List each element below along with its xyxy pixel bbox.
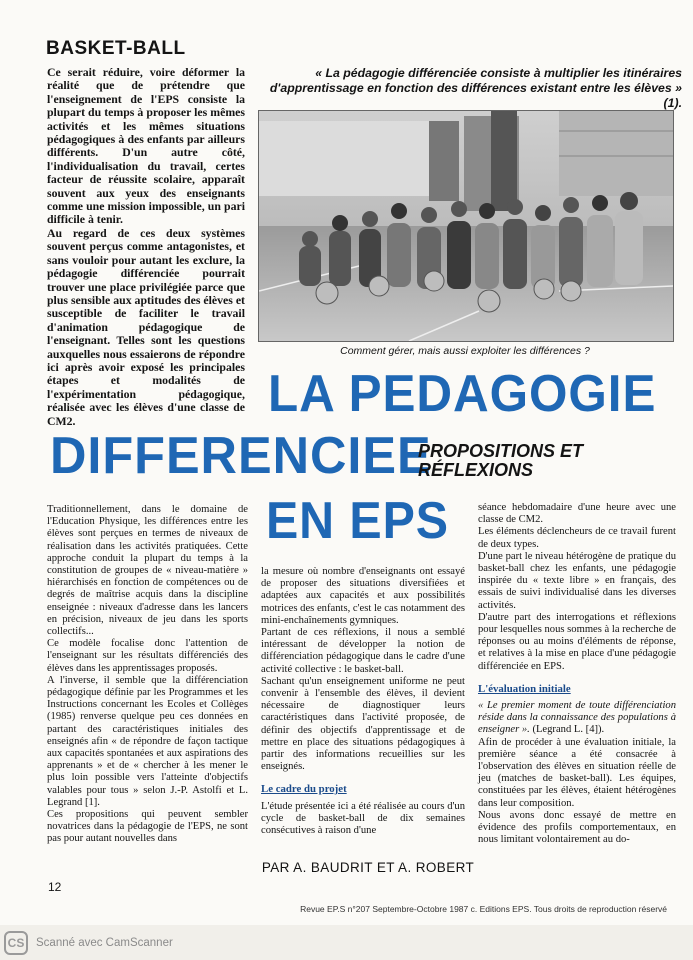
section-heading-evaluation: L'évaluation initiale: [478, 682, 571, 695]
intro-paragraph: Ce serait réduire, voire déformer la réalité que de prétendre que l'enseignement de l'EPS consiste la plupart du temps à proposer les mêmes activités et les mêmes situations pédagogiques à des enfants par ailleurs différents. D'un autre côté, l'individualisation du travail, certes facteur de réussite scolaire, apparaît souvent aux yeux des enseignants comme une mission impossible, un pari difficile à tenir.: [47, 65, 245, 227]
body-paragraph: D'autre part des interrogations et réflexions pour lesquelles nous sommes à la recherche de réponses ou au moins d'éléments de réponse, et relatives à la mise en place d'une pédagogie différenciée en EPS.: [478, 611, 676, 672]
body-paragraph: A l'inverse, il semble que la différenciation pédagogique définie par les Programmes et les Instructions concernant les Ecoles et Collèges (1985) renverse quelque peu ces données en partant des caractéristiques initiales des enseignés afin « de répondre de façon tactique aux capacités spontanées et aux aspirations des apprenants » et de « chercher à les mener le plus loin possible vers l'atteinte d'objectifs valables pour tous » selon J.-P. Astolfi et L. Legrand [1].: [47, 674, 248, 808]
citation-quote: « Le premier moment de toute différenciation réside dans la connaissance des populations à enseigner ».: [478, 700, 676, 736]
body-paragraph: Ces propositions qui peuvent sembler novatrices dans la pédagogie de l'EPS, ne sont pas pour autant nouvelles dans: [47, 809, 248, 845]
body-paragraph: la mesure où nombre d'enseignants ont essayé de proposer des situations diversifiées et adaptées aux capacités et aux possibilités motrices des enfants, c'est le cas notamment des mini-enchaînements gymniques.: [261, 566, 465, 626]
scanner-watermark: [4, 928, 173, 958]
body-column-3: [478, 502, 676, 846]
intro-paragraph: Au regard de ces deux systèmes souvent perçus comme antagonistes, et sans vouloir pour autant les exclure, la pédagogie différenciée pourrait trouver une place privilégiée parce que plus sensible aux aptitudes des élèves et susceptible de faciliter le travail d'animation pédagogique de l'enseignant. Telles sont les questions auxquelles nous essaierons de répondre ici après avoir exposé les principales étapes et modalités de l'expérimentation pédagogique, réalisée avec les élèves d'une classe de CM2.: [47, 225, 245, 428]
citation-paragraph: [478, 700, 676, 737]
citation-source: (Legrand L. [4]).: [532, 724, 605, 736]
page-number: 12: [48, 880, 62, 894]
body-paragraph: Nous avons donc essayé de mettre en évidence des profils comportementaux, en nous limitant volontairement au do-: [478, 809, 676, 846]
title-line-1: LA PEDAGOGIE: [268, 365, 657, 423]
body-paragraph: Afin de procéder à une évaluation initiale, la première séance a été consacrée à l'observation des élèves en situation réelle de jeu (matches de basket-ball). Les équipes, constituées par les élèves, étaient hétérogènes dans leur composition.: [478, 736, 676, 809]
section-heading-cadre: Le cadre du projet: [261, 783, 347, 796]
title-line-2: DIFFERENCIEE: [50, 427, 432, 485]
title-line-3: EN EPS: [266, 492, 449, 550]
body-paragraph: L'étude présentée ici a été réalisée au cours d'un cycle de basket-ball de dix semaines consécutives à raison d'une: [261, 800, 465, 837]
class-photo: [258, 110, 674, 342]
body-paragraph: D'une part le niveau hétérogène de pratique du basket-ball chez les enfants, une pédagogie inspirée du « texte libre » en français, des essais de suivi individualisé dans les diverses activités.: [478, 550, 676, 611]
section-tag: BASKET-BALL: [46, 38, 186, 59]
intro-column: [47, 66, 245, 428]
footer-credit: Revue EP.S n°207 Septembre-Octobre 1987 c. Editions EPS. Tous droits de reproduction réservé: [300, 904, 667, 914]
class-photo-illustration: [259, 111, 673, 341]
body-paragraph: Ce modèle focalise donc l'attention de l'enseignant sur les résultats différenciés des élèves dans les apprentissages proposés.: [47, 638, 248, 674]
body-paragraph: séance hebdomadaire d'une heure avec une classe de CM2.: [478, 502, 676, 526]
photo-caption: Comment gérer, mais aussi exploiter les différences ?: [340, 345, 590, 357]
body-paragraph: Sachant qu'un enseignement uniforme ne peut convenir à l'ensemble des élèves, il devient nécessaire de diagnostiquer leurs caractéristiques dans l'activité proposée, de définir des objectifs d'apprentissage et de mettre en place des situations pédagogiques à partir des informations recueillies sur les enseignés.: [261, 675, 465, 773]
body-paragraph: Partant de ces réflexions, il nous a semblé intéressant de développer la notion de différenciation pédagogique dans le cadre d'une activité collective : le basket-ball.: [261, 627, 465, 675]
subtitle-line-1: PROPOSITIONS ET: [418, 441, 584, 461]
scanner-label: Scanné avec CamScanner: [36, 937, 173, 949]
body-column-2: [261, 566, 465, 837]
body-column-1: [47, 504, 248, 846]
byline: PAR A. BAUDRIT ET A. ROBERT: [261, 860, 475, 875]
camscanner-logo-icon: CS: [4, 931, 28, 955]
subtitle-line-2: RÉFLEXIONS: [418, 460, 534, 480]
body-paragraph: Traditionnellement, dans le domaine de l'Education Physique, les différences entre les élèves sont perçues en termes de niveaux de réalisation dans les activités pratiquées. Cette approche conduit la plupart du temps à la constitution de groupes de « niveau-matière » hiérarchisés en fonction de compétences ou de degrés de maîtrise acquis dans la discipline enseignée : niveaux d'adresse dans les lancers en précision, niveaux de jeu dans les sports collectifs...: [47, 504, 248, 638]
pull-quote: « La pédagogie différenciée consiste à multiplier les itinéraires d'apprentissage en fonction des différences existant entre les élèves » (1).: [269, 66, 682, 110]
body-paragraph: Les éléments déclencheurs de ce travail furent de deux types.: [478, 526, 676, 550]
subtitle: [418, 442, 583, 480]
